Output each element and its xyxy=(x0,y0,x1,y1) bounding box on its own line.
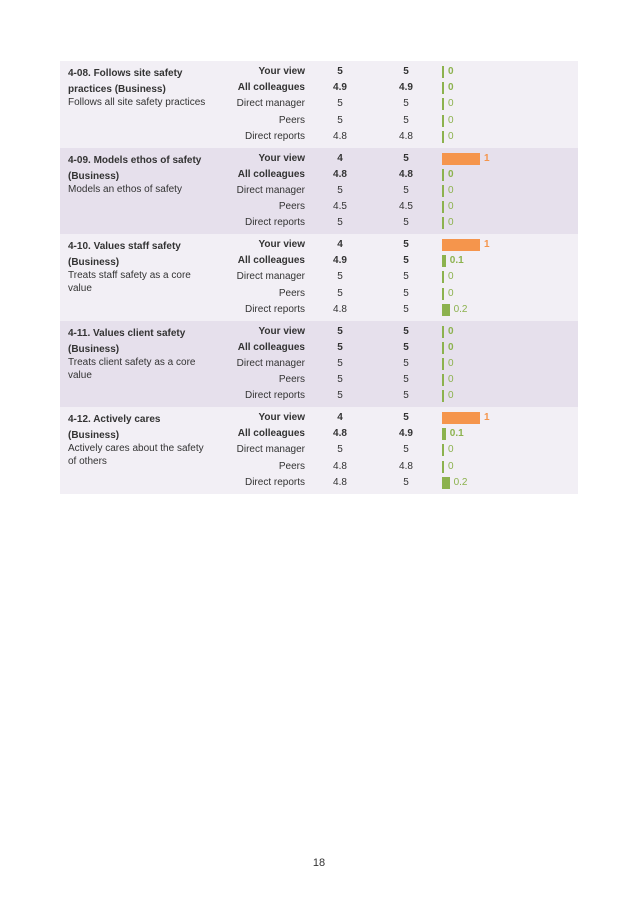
rater-row xyxy=(60,324,578,340)
gap-value: 0 xyxy=(448,184,454,196)
rater-label: Peers xyxy=(278,460,305,472)
rater-label: Direct reports xyxy=(244,130,305,142)
importance-value: 5 xyxy=(403,357,409,369)
competency-description: Treats staff safety as a core value xyxy=(68,270,191,294)
importance-value: 5 xyxy=(403,152,409,164)
gap-value: 0 xyxy=(448,325,454,337)
gap-bar xyxy=(442,131,444,143)
rater-label: Your view xyxy=(258,325,305,337)
importance-value: 5 xyxy=(403,184,409,196)
score-value: 5 xyxy=(337,271,343,283)
gap-value: 0 xyxy=(448,271,454,283)
rater-row xyxy=(60,183,578,199)
gap-bar xyxy=(442,444,444,456)
importance-value: 5 xyxy=(403,303,409,315)
rater-row xyxy=(60,475,578,491)
importance-value: 5 xyxy=(403,271,409,283)
score-value: 4.9 xyxy=(333,255,347,267)
importance-value: 4.8 xyxy=(399,168,413,180)
gap-value: 0 xyxy=(448,82,454,94)
rater-label: All colleagues xyxy=(237,82,305,94)
gap-value: 0 xyxy=(448,460,454,472)
rater-label: Direct reports xyxy=(244,303,305,315)
rater-label: Direct manager xyxy=(236,184,305,196)
score-value: 5 xyxy=(337,357,343,369)
rater-label: Peers xyxy=(278,374,305,386)
rater-row xyxy=(60,302,578,318)
gap-value: 0 xyxy=(448,390,454,402)
rater-label: Your view xyxy=(258,152,305,164)
score-value: 5 xyxy=(337,341,343,353)
rater-label: Your view xyxy=(258,239,305,250)
rater-row xyxy=(60,80,578,96)
score-value: 5 xyxy=(337,217,343,229)
competency-description: Treats client safety as a core value xyxy=(68,356,196,381)
gap-value: 0.2 xyxy=(453,476,468,488)
score-value: 4 xyxy=(337,412,343,423)
gap-value: 0.2 xyxy=(453,303,468,315)
rater-row xyxy=(60,253,578,269)
score-value: 4 xyxy=(337,239,343,250)
gap-bar xyxy=(442,390,444,402)
importance-value: 5 xyxy=(403,255,409,267)
importance-value: 4.9 xyxy=(399,428,413,440)
gap-value: 0 xyxy=(448,98,454,110)
gap-bar xyxy=(442,358,444,370)
rater-label: Direct reports xyxy=(244,476,305,488)
importance-value: 5 xyxy=(403,98,409,110)
gap-value: 0 xyxy=(448,201,454,213)
gap-value: 0 xyxy=(448,287,454,299)
gap-bar xyxy=(442,185,444,197)
importance-value: 5 xyxy=(403,444,409,456)
rater-label: Direct manager xyxy=(236,444,305,456)
gap-value: 1 xyxy=(484,412,490,423)
rater-row xyxy=(60,459,578,475)
rater-row xyxy=(60,442,578,458)
importance-value: 4.8 xyxy=(399,460,413,472)
rater-label: Direct reports xyxy=(244,390,305,402)
competency-description: Models an ethos of safety xyxy=(68,183,182,195)
importance-value: 5 xyxy=(403,412,409,423)
gap-bar xyxy=(442,374,444,386)
gap-bar xyxy=(442,342,444,354)
gap-bar xyxy=(442,477,450,489)
score-value: 5 xyxy=(337,374,343,386)
importance-value: 5 xyxy=(403,476,409,488)
gap-bar xyxy=(442,66,444,78)
importance-value: 5 xyxy=(403,66,409,77)
rater-row xyxy=(60,410,578,426)
rater-row xyxy=(60,356,578,372)
rater-row xyxy=(60,199,578,215)
gap-value: 1 xyxy=(484,152,490,164)
importance-value: 5 xyxy=(403,114,409,126)
score-value: 4.8 xyxy=(333,303,347,315)
rater-label: Your view xyxy=(258,412,305,423)
rater-label: Direct manager xyxy=(236,271,305,283)
score-value: 5 xyxy=(337,66,343,77)
rater-label: All colleagues xyxy=(237,255,305,267)
gap-bar xyxy=(442,428,446,440)
score-value: 4.8 xyxy=(333,130,347,142)
score-value: 4.9 xyxy=(333,82,347,94)
gap-bar xyxy=(442,304,450,316)
gap-bar xyxy=(442,412,480,424)
gap-value: 0.1 xyxy=(449,428,464,440)
gap-bar xyxy=(442,82,444,94)
gap-value: 0 xyxy=(448,66,454,77)
rater-row xyxy=(60,167,578,183)
gap-bar xyxy=(442,288,444,300)
gap-value: 0 xyxy=(448,168,454,180)
competency-section xyxy=(60,148,578,235)
score-value: 5 xyxy=(337,390,343,402)
importance-value: 5 xyxy=(403,217,409,229)
score-value: 5 xyxy=(337,287,343,299)
gap-bar xyxy=(442,201,444,213)
rater-label: Peers xyxy=(278,201,305,213)
gap-bar xyxy=(442,326,444,338)
score-value: 4 xyxy=(337,152,343,164)
competency-title: 4-11. Values client safety (Business) xyxy=(68,327,186,355)
gap-bar xyxy=(442,115,444,127)
rater-row xyxy=(60,426,578,442)
gap-bar xyxy=(442,271,444,283)
rater-label: Direct manager xyxy=(236,98,305,110)
competency-description: Follows all site safety practices xyxy=(68,97,206,108)
score-value: 5 xyxy=(337,444,343,456)
gap-bar xyxy=(442,461,444,473)
rater-label: Your view xyxy=(258,66,305,77)
score-value: 4.8 xyxy=(333,460,347,472)
rater-label: Peers xyxy=(278,114,305,126)
gap-value: 0 xyxy=(448,357,454,369)
gap-value: 0 xyxy=(448,374,454,386)
score-value: 5 xyxy=(337,184,343,196)
rater-label: Direct reports xyxy=(244,217,305,229)
rater-row xyxy=(60,372,578,388)
gap-value: 0 xyxy=(448,114,454,126)
competency-title: 4-09. Models ethos of safety (Business) xyxy=(68,154,202,182)
rater-row xyxy=(60,237,578,253)
gap-bar xyxy=(442,255,446,267)
gap-value: 0 xyxy=(448,217,454,229)
rater-label: All colleagues xyxy=(237,341,305,353)
rater-row xyxy=(60,340,578,356)
gap-value: 0 xyxy=(448,444,454,456)
rater-row xyxy=(60,113,578,129)
importance-value: 4.5 xyxy=(399,201,413,213)
importance-value: 5 xyxy=(403,341,409,353)
importance-value: 4.9 xyxy=(399,82,413,94)
score-value: 4.8 xyxy=(333,168,347,180)
gap-bar xyxy=(442,239,480,251)
competency-section xyxy=(60,234,578,321)
gap-bar xyxy=(442,217,444,229)
rater-row xyxy=(60,215,578,231)
importance-value: 5 xyxy=(403,239,409,250)
score-value: 5 xyxy=(337,98,343,110)
importance-value: 5 xyxy=(403,287,409,299)
rater-row xyxy=(60,96,578,112)
competency-section xyxy=(60,61,578,148)
importance-value: 4.8 xyxy=(399,130,413,142)
score-value: 5 xyxy=(337,114,343,126)
gap-value: 0.1 xyxy=(449,255,464,267)
rater-row xyxy=(60,64,578,80)
rater-row xyxy=(60,151,578,167)
importance-value: 5 xyxy=(403,390,409,402)
score-value: 4.5 xyxy=(333,201,347,213)
competency-section xyxy=(60,407,578,494)
gap-value: 1 xyxy=(484,239,490,250)
score-value: 5 xyxy=(337,325,343,337)
score-value: 4.8 xyxy=(333,428,347,440)
competency-title: 4-10. Values staff safety (Business) xyxy=(68,241,181,268)
competency-section xyxy=(60,321,578,408)
rater-row xyxy=(60,388,578,404)
competency-description: Actively cares about the safety of others xyxy=(68,443,204,467)
gap-value: 0 xyxy=(448,341,454,353)
rater-label: All colleagues xyxy=(237,428,305,440)
rater-row xyxy=(60,286,578,302)
rater-row xyxy=(60,269,578,285)
rater-label: Peers xyxy=(278,287,305,299)
score-value: 4.8 xyxy=(333,476,347,488)
competency-title: 4-08. Follows site safety practices (Business) xyxy=(68,68,183,95)
page-number: 18 xyxy=(312,857,326,869)
rater-label: Direct manager xyxy=(236,357,305,369)
gap-bar xyxy=(442,169,444,181)
gap-bar xyxy=(442,98,444,110)
feedback-table xyxy=(60,61,578,494)
rater-label: All colleagues xyxy=(237,168,305,180)
gap-bar xyxy=(442,153,480,165)
importance-value: 5 xyxy=(403,325,409,337)
rater-row xyxy=(60,129,578,145)
competency-title: 4-12. Actively cares (Business) xyxy=(68,414,161,441)
importance-value: 5 xyxy=(403,374,409,386)
gap-value: 0 xyxy=(448,130,454,142)
